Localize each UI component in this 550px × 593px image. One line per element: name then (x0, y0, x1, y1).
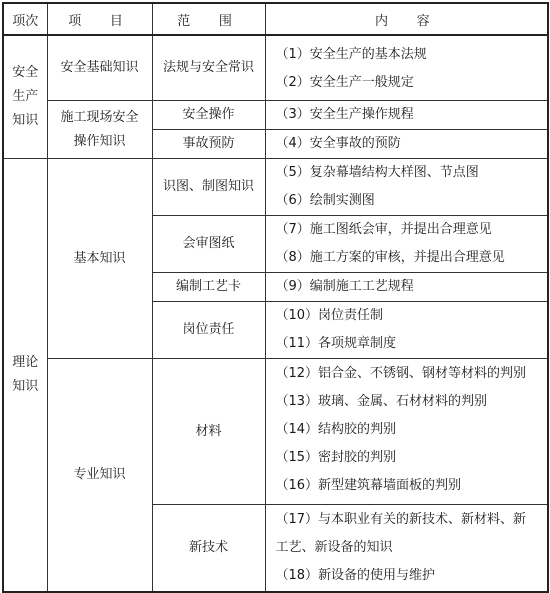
header-scope: 范 围 (152, 3, 265, 35)
content-item: （9）编制施工工艺规程 (275, 279, 414, 294)
content-cell (265, 101, 548, 130)
scope-review: 会审图纸 (152, 216, 265, 273)
scope-drawing: 识图、制图知识 (152, 159, 265, 216)
scope-prevention: 事故预防 (152, 130, 265, 159)
content-item: （17）与本职业有关的新技术、新材料、新工艺、新设备的知识 (275, 512, 527, 555)
content-cell (265, 505, 548, 593)
header-item-no: 项次 (3, 3, 47, 35)
content-item: （15）密封胶的判别 (275, 450, 397, 465)
content-item: （6）绘制实测图 (275, 193, 375, 208)
content-cell (265, 302, 548, 359)
scope-process-card: 编制工艺卡 (152, 273, 265, 302)
content-item: （8）施工方案的审核，并提出合理意见 (275, 250, 505, 265)
project-basic: 基本知识 (47, 159, 152, 359)
group-safety: 安全生产知识 (3, 35, 47, 159)
content-item: （18）新设备的使用与维护 (275, 568, 436, 583)
content-cell (265, 273, 548, 302)
project-safety-basic: 安全基础知识 (47, 35, 152, 101)
content-cell (265, 159, 548, 216)
content-item: （5）复杂幕墙结构大样图、节点图 (275, 165, 479, 180)
content-cell (265, 216, 548, 273)
content-item: （11）各项规章制度 (275, 336, 397, 351)
scope-materials: 材料 (152, 359, 265, 505)
content-item: （1）安全生产的基本法规 (275, 47, 427, 62)
content-item: （10）岗位责任制 (275, 308, 384, 323)
content-cell (265, 130, 548, 159)
knowledge-table (2, 2, 549, 593)
content-cell (265, 35, 548, 101)
scope-responsibility: 岗位责任 (152, 302, 265, 359)
content-item: （7）施工图纸会审，并提出合理意见 (275, 222, 492, 237)
project-professional: 专业知识 (47, 359, 152, 593)
group-theory: 理论知识 (3, 159, 47, 593)
content-item: （3）安全生产操作规程 (275, 107, 414, 122)
content-item: （13）玻璃、金属、石材材料的判别 (275, 394, 488, 409)
content-item: （4）安全事故的预防 (275, 136, 401, 151)
table-header-row (3, 3, 548, 35)
scope-law: 法规与安全常识 (152, 35, 265, 101)
header-content: 内 容 (265, 3, 548, 35)
content-item: （2）安全生产一般规定 (275, 75, 414, 90)
content-item: （14）结构胶的判别 (275, 422, 397, 437)
header-project: 项 目 (47, 3, 152, 35)
content-cell (265, 359, 548, 505)
scope-new-tech: 新技术 (152, 505, 265, 593)
content-item: （12）铝合金、不锈钢、钢材等材料的判别 (275, 366, 527, 381)
content-item: （16）新型建筑幕墙面板的判别 (275, 478, 462, 493)
project-site-safety: 施工现场安全操作知识 (47, 101, 152, 159)
scope-operation: 安全操作 (152, 101, 265, 130)
